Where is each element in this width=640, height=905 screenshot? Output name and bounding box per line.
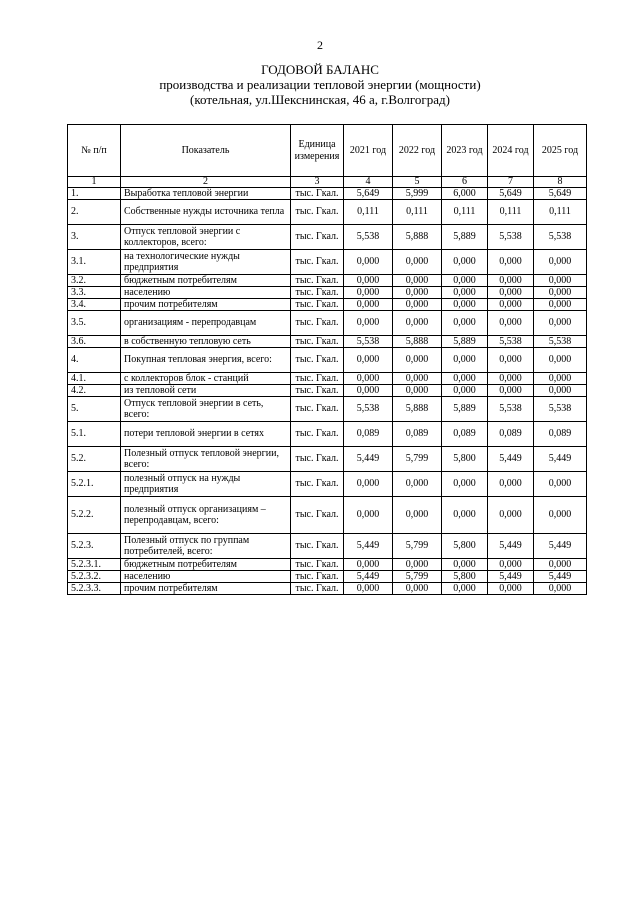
column-number: 8 [534, 177, 587, 188]
indicator-cell: на технологические нужды предприятия [121, 250, 291, 275]
value-cell: 5,449 [534, 447, 587, 472]
row-number-cell: 3.4. [68, 299, 121, 311]
row-number-cell: 5.2.3.1. [68, 559, 121, 571]
unit-cell: тыс. Гкал. [291, 447, 344, 472]
value-cell: 0,000 [442, 385, 488, 397]
value-cell: 5,538 [488, 225, 534, 250]
value-cell: 0,000 [534, 311, 587, 336]
value-cell: 5,799 [393, 571, 442, 583]
unit-cell: тыс. Гкал. [291, 385, 344, 397]
table-row [68, 373, 587, 385]
title-line-2: производства и реализации тепловой энергии (мощности) [159, 77, 481, 92]
value-cell: 0,000 [488, 287, 534, 299]
table-row [68, 385, 587, 397]
value-cell: 5,538 [344, 336, 393, 348]
title-line-1: ГОДОВОЙ БАЛАНС [261, 62, 379, 77]
value-cell: 5,538 [534, 336, 587, 348]
indicator-cell: прочим потребителям [121, 299, 291, 311]
value-cell: 0,000 [442, 472, 488, 497]
column-number: 5 [393, 177, 442, 188]
table-row [68, 497, 587, 534]
value-cell: 0,000 [344, 348, 393, 373]
value-cell: 5,449 [488, 571, 534, 583]
indicator-cell: прочим потребителям [121, 583, 291, 595]
page-number: 2 [317, 38, 323, 52]
value-cell: 5,999 [393, 188, 442, 200]
unit-cell: тыс. Гкал. [291, 472, 344, 497]
table-row [68, 250, 587, 275]
header-cell-num: № п/п [68, 125, 121, 177]
unit-cell: тыс. Гкал. [291, 250, 344, 275]
table-row [68, 447, 587, 472]
table-row [68, 348, 587, 373]
value-cell: 0,089 [393, 422, 442, 447]
value-cell: 0,000 [344, 497, 393, 534]
value-cell: 5,538 [488, 336, 534, 348]
value-cell: 0,000 [534, 373, 587, 385]
value-cell: 5,888 [393, 397, 442, 422]
row-number-cell: 4.2. [68, 385, 121, 397]
value-cell: 0,000 [534, 385, 587, 397]
value-cell: 0,000 [393, 497, 442, 534]
value-cell: 0,111 [393, 200, 442, 225]
column-number-row [68, 177, 587, 188]
row-number-cell: 3. [68, 225, 121, 250]
unit-cell: тыс. Гкал. [291, 373, 344, 385]
unit-cell: тыс. Гкал. [291, 583, 344, 595]
indicator-cell: потери тепловой энергии в сетях [121, 422, 291, 447]
value-cell: 0,000 [534, 250, 587, 275]
value-cell: 0,000 [393, 373, 442, 385]
row-number-cell: 3.2. [68, 275, 121, 287]
unit-cell: тыс. Гкал. [291, 397, 344, 422]
indicator-cell: организациям - перепродавцам [121, 311, 291, 336]
indicator-cell: полезный отпуск на нужды предприятия [121, 472, 291, 497]
header-cell-indicator: Показатель [121, 125, 291, 177]
row-number-cell: 1. [68, 188, 121, 200]
value-cell: 5,800 [442, 571, 488, 583]
value-cell: 5,538 [344, 397, 393, 422]
header-cell-2023: 2023 год [442, 125, 488, 177]
value-cell: 0,111 [442, 200, 488, 225]
table-row [68, 583, 587, 595]
value-cell: 5,449 [488, 534, 534, 559]
row-number-cell: 5. [68, 397, 121, 422]
value-cell: 0,111 [534, 200, 587, 225]
header-cell-unit: Единица измерения [291, 125, 344, 177]
unit-cell: тыс. Гкал. [291, 311, 344, 336]
table-row [68, 422, 587, 447]
value-cell: 0,000 [393, 348, 442, 373]
indicator-cell: Покупная тепловая энергия, всего: [121, 348, 291, 373]
value-cell: 5,449 [344, 447, 393, 472]
indicator-cell: Отпуск тепловой энергии с коллекторов, всего: [121, 225, 291, 250]
value-cell: 5,538 [534, 225, 587, 250]
row-number-cell: 3.6. [68, 336, 121, 348]
value-cell: 5,799 [393, 447, 442, 472]
table-row [68, 559, 587, 571]
indicator-cell: Полезный отпуск тепловой энергии, всего: [121, 447, 291, 472]
value-cell: 0,000 [344, 373, 393, 385]
value-cell: 0,000 [393, 559, 442, 571]
table-row [68, 225, 587, 250]
unit-cell: тыс. Гкал. [291, 225, 344, 250]
value-cell: 0,000 [393, 250, 442, 275]
value-cell: 5,889 [442, 225, 488, 250]
table-header-row [68, 125, 587, 177]
value-cell: 0,000 [442, 311, 488, 336]
indicator-cell: Полезный отпуск по группам потребителей, всего: [121, 534, 291, 559]
table-row [68, 287, 587, 299]
header-cell-2021: 2021 год [344, 125, 393, 177]
table-row [68, 571, 587, 583]
value-cell: 0,000 [442, 373, 488, 385]
value-cell: 0,000 [344, 311, 393, 336]
table-row [68, 299, 587, 311]
value-cell: 5,449 [488, 447, 534, 472]
unit-cell: тыс. Гкал. [291, 497, 344, 534]
value-cell: 0,089 [442, 422, 488, 447]
indicator-cell: населению [121, 287, 291, 299]
header-cell-2022: 2022 год [393, 125, 442, 177]
value-cell: 0,000 [488, 385, 534, 397]
column-number: 2 [121, 177, 291, 188]
unit-cell: тыс. Гкал. [291, 200, 344, 225]
table-row [68, 397, 587, 422]
value-cell: 5,538 [488, 397, 534, 422]
unit-cell: тыс. Гкал. [291, 299, 344, 311]
row-number-cell: 5.2. [68, 447, 121, 472]
value-cell: 0,000 [344, 583, 393, 595]
value-cell: 0,000 [534, 583, 587, 595]
value-cell: 0,000 [534, 299, 587, 311]
value-cell: 0,089 [534, 422, 587, 447]
value-cell: 0,000 [442, 497, 488, 534]
unit-cell: тыс. Гкал. [291, 422, 344, 447]
indicator-cell: из тепловой сети [121, 385, 291, 397]
table-row [68, 336, 587, 348]
value-cell: 0,000 [442, 559, 488, 571]
value-cell: 0,000 [488, 299, 534, 311]
value-cell: 0,111 [488, 200, 534, 225]
value-cell: 5,888 [393, 225, 442, 250]
header-cell-2024: 2024 год [488, 125, 534, 177]
column-number: 7 [488, 177, 534, 188]
value-cell: 0,000 [534, 348, 587, 373]
value-cell: 0,000 [442, 287, 488, 299]
table-row [68, 275, 587, 287]
value-cell: 5,889 [442, 397, 488, 422]
value-cell: 0,000 [534, 287, 587, 299]
value-cell: 5,889 [442, 336, 488, 348]
value-cell: 0,000 [488, 559, 534, 571]
header-cell-2025: 2025 год [534, 125, 587, 177]
value-cell: 5,888 [393, 336, 442, 348]
value-cell: 0,000 [344, 472, 393, 497]
value-cell: 5,649 [488, 188, 534, 200]
indicator-cell: Отпуск тепловой энергии в сеть, всего: [121, 397, 291, 422]
value-cell: 0,000 [344, 275, 393, 287]
column-number: 1 [68, 177, 121, 188]
indicator-cell: Собственные нужды источника тепла [121, 200, 291, 225]
value-cell: 0,000 [534, 497, 587, 534]
value-cell: 0,000 [344, 559, 393, 571]
value-cell: 0,000 [488, 583, 534, 595]
value-cell: 0,000 [344, 385, 393, 397]
value-cell: 5,538 [344, 225, 393, 250]
value-cell: 0,000 [534, 559, 587, 571]
unit-cell: тыс. Гкал. [291, 336, 344, 348]
value-cell: 0,000 [344, 250, 393, 275]
value-cell: 5,449 [344, 534, 393, 559]
value-cell: 5,449 [344, 571, 393, 583]
value-cell: 0,000 [442, 275, 488, 287]
column-number: 4 [344, 177, 393, 188]
value-cell: 0,000 [393, 311, 442, 336]
value-cell: 0,000 [488, 311, 534, 336]
value-cell: 5,649 [534, 188, 587, 200]
value-cell: 0,000 [534, 275, 587, 287]
value-cell: 0,000 [442, 250, 488, 275]
value-cell: 0,000 [344, 299, 393, 311]
value-cell: 0,000 [442, 299, 488, 311]
unit-cell: тыс. Гкал. [291, 534, 344, 559]
column-number: 6 [442, 177, 488, 188]
row-number-cell: 3.3. [68, 287, 121, 299]
table-row [68, 200, 587, 225]
value-cell: 0,000 [488, 275, 534, 287]
row-number-cell: 5.2.3.2. [68, 571, 121, 583]
unit-cell: тыс. Гкал. [291, 348, 344, 373]
value-cell: 5,449 [534, 534, 587, 559]
indicator-cell: Выработка тепловой энергии [121, 188, 291, 200]
document-title [0, 62, 640, 107]
indicator-cell: бюджетным потребителям [121, 275, 291, 287]
indicator-cell: населению [121, 571, 291, 583]
value-cell: 0,089 [344, 422, 393, 447]
value-cell: 0,000 [344, 287, 393, 299]
value-cell: 0,000 [488, 497, 534, 534]
row-number-cell: 5.2.3. [68, 534, 121, 559]
value-cell: 5,449 [534, 571, 587, 583]
row-number-cell: 4.1. [68, 373, 121, 385]
row-number-cell: 5.1. [68, 422, 121, 447]
unit-cell: тыс. Гкал. [291, 571, 344, 583]
value-cell: 0,000 [488, 250, 534, 275]
value-cell: 0,000 [534, 472, 587, 497]
value-cell: 5,800 [442, 534, 488, 559]
table-row [68, 472, 587, 497]
value-cell: 0,000 [393, 583, 442, 595]
value-cell: 0,000 [488, 472, 534, 497]
row-number-cell: 3.5. [68, 311, 121, 336]
value-cell: 0,089 [488, 422, 534, 447]
value-cell: 5,649 [344, 188, 393, 200]
value-cell: 0,000 [442, 583, 488, 595]
row-number-cell: 5.2.2. [68, 497, 121, 534]
unit-cell: тыс. Гкал. [291, 287, 344, 299]
title-line-3: (котельная, ул.Шекснинская, 46 а, г.Волгоград) [190, 92, 450, 107]
indicator-cell: бюджетным потребителям [121, 559, 291, 571]
row-number-cell: 2. [68, 200, 121, 225]
unit-cell: тыс. Гкал. [291, 275, 344, 287]
indicator-cell: в собственную тепловую сеть [121, 336, 291, 348]
row-number-cell: 5.2.1. [68, 472, 121, 497]
balance-table [67, 124, 587, 595]
row-number-cell: 3.1. [68, 250, 121, 275]
column-number: 3 [291, 177, 344, 188]
table-row [68, 188, 587, 200]
value-cell: 0,000 [442, 348, 488, 373]
unit-cell: тыс. Гкал. [291, 559, 344, 571]
table-row [68, 534, 587, 559]
value-cell: 0,000 [393, 385, 442, 397]
value-cell: 5,800 [442, 447, 488, 472]
value-cell: 0,111 [344, 200, 393, 225]
value-cell: 0,000 [393, 472, 442, 497]
indicator-cell: полезный отпуск организациям – перепродавцам, всего: [121, 497, 291, 534]
value-cell: 0,000 [488, 373, 534, 385]
value-cell: 0,000 [393, 275, 442, 287]
indicator-cell: с коллекторов блок - станций [121, 373, 291, 385]
value-cell: 5,538 [534, 397, 587, 422]
row-number-cell: 4. [68, 348, 121, 373]
value-cell: 0,000 [393, 299, 442, 311]
unit-cell: тыс. Гкал. [291, 188, 344, 200]
value-cell: 6,000 [442, 188, 488, 200]
table-row [68, 311, 587, 336]
value-cell: 5,799 [393, 534, 442, 559]
value-cell: 0,000 [488, 348, 534, 373]
value-cell: 0,000 [393, 287, 442, 299]
row-number-cell: 5.2.3.3. [68, 583, 121, 595]
